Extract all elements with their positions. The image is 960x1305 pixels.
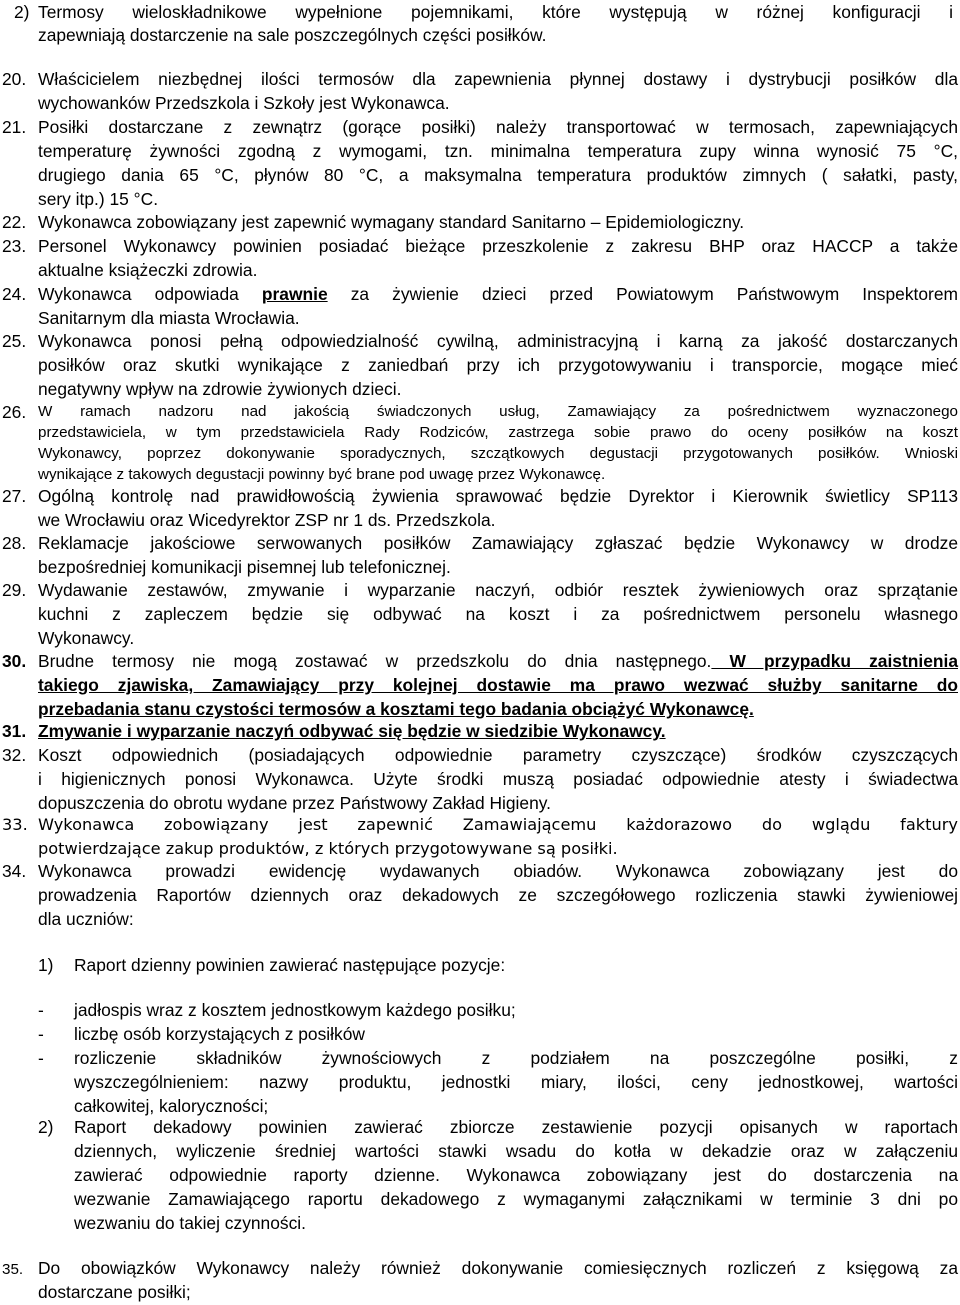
text-line: Wykonawcy, poprzez dokonywanie sporadycznych, szczątkowych degustacji przygotowanych posiłków. Wnioski xyxy=(38,445,958,462)
text-line: W ramach nadzoru nad jakością świadczonych usług, Zamawiający za pośrednictwem wyznaczonego xyxy=(38,403,958,420)
item-number: 29. xyxy=(2,580,27,600)
text-line: rozliczenie składników żywnościowych z podziałem na poszczególne posiłki, z xyxy=(74,1048,958,1068)
text-line: Termosy wieloskładnikowe wypełnione pojemnikami, które występują w różnej konfiguracji i xyxy=(38,2,953,22)
text-line: bezpośredniej komunikacji pisemnej lub telefonicznej. xyxy=(38,557,451,577)
text-line: wynikające z takowych degustacji powinny być brane pod uwagę przez Wykonawcę. xyxy=(38,466,606,483)
text-line: Raport dzienny powinien zawierać następujące pozycje: xyxy=(74,955,506,975)
item-number: 22. xyxy=(2,212,27,232)
item-number: 31. xyxy=(2,721,27,741)
text-line: Koszt odpowiednich (posiadających odpowiednie parametry czyszczące) środków czyszczących xyxy=(38,745,958,765)
bullet-dash: - xyxy=(38,1000,44,1020)
text-line: temperaturę żywności zgodną z wymogami, tzn. minimalna temperatura zupy winna wynosić 75 °C, xyxy=(38,141,958,161)
text-line: Posiłki dostarczane z zewnątrz (gorące posiłki) należy transportować w termosach, zapewniających xyxy=(38,117,958,137)
text-segment: za żywienie dzieci przed Powiatowym Państwowym Inspektorem xyxy=(327,284,958,304)
item-number: 24. xyxy=(2,284,27,304)
text-line: jadłospis wraz z kosztem jednostkowym każdego posiłku; xyxy=(74,1000,516,1020)
item-number: 30. xyxy=(2,651,27,671)
item-number: 27. xyxy=(2,486,27,506)
text-line: zawierać odpowiednie raporty dzienne. Wykonawca zobowiązany jest do dostarczenia na xyxy=(74,1165,958,1185)
item-number: 2) xyxy=(38,1117,54,1137)
text-line: liczbę osób korzystających z posiłków xyxy=(74,1024,365,1044)
bullet-dash: - xyxy=(38,1024,44,1044)
text-segment: Brudne termosy nie mogą zostawać w przedszkolu do dnia następnego. xyxy=(38,651,712,671)
text-line: drugiego dania 65 °C, płynów 80 °C, a maksymalna temperatura produktów zimnych ( sałatki, pasty, xyxy=(38,165,958,185)
bullet-dash: - xyxy=(38,1048,44,1068)
emphasis-text: W przypadku zaistnienia xyxy=(711,651,959,671)
item-number: 35. xyxy=(2,1261,24,1278)
item-number: 32. xyxy=(2,745,27,765)
text-line: i higienicznych ponosi Wykonawca. Użyte środki muszą posiadać odpowiednie atesty i świadectwa xyxy=(38,769,958,789)
text-line: kuchni z zapleczem będzie się odbywać na koszt i za pośrednictwem personelu własnego xyxy=(38,604,958,624)
text-line: Ogólną kontrolę nad prawidłowością żywienia sprawować będzie Dyrektor i Kierownik świetlicy SP113 xyxy=(38,486,958,506)
text-line: posiłków oraz skutki wynikające z zaniedbań przy ich przygotowywaniu i transporcie, mogące mieć xyxy=(38,355,958,375)
item-number: 1) xyxy=(38,955,54,975)
item-number: 20. xyxy=(2,69,27,89)
text-segment: Wykonawca odpowiada xyxy=(38,284,262,304)
text-line: we Wrocławiu oraz Wicedyrektor ZSP nr 1 ds. Przedszkola. xyxy=(38,510,496,530)
text-line: Wykonawca zobowiązany jest zapewnić Zamawiającemu każdorazowo do wglądu faktury xyxy=(38,815,958,834)
text-line: przebadania stanu czystości termosów a kosztami tego badania obciążyć Wykonawcę. xyxy=(38,699,754,719)
text-line xyxy=(38,649,958,673)
text-line: aktualne książeczki zdrowia. xyxy=(38,260,258,280)
text-line: dopuszczenia do obrotu wydane przez Państwowy Zakład Higieny. xyxy=(38,793,551,813)
text-line: Wydawanie zestawów, zmywanie i wyparzanie naczyń, odbiór resztek żywieniowych oraz sprzątanie xyxy=(38,580,958,600)
text-line: Wykonawca ponosi pełną odpowiedzialność cywilną, administracyjną i karną za jakość dostarczanych xyxy=(38,331,958,351)
text-line: prowadzenia Raportów dziennych oraz dekadowych ze szczegółowego rozliczenia stawki żywieniowej xyxy=(38,885,958,905)
text-line: Reklamacje jakościowe serwowanych posiłków Zamawiający zgłaszać będzie Wykonawcy w drodze xyxy=(38,533,958,553)
emphasis-word: prawnie xyxy=(261,284,328,304)
text-line: Zmywanie i wyparzanie naczyń odbywać się będzie w siedzibie Wykonawcy. xyxy=(38,721,666,741)
text-line: wezwanie Zamawiającego raportu dekadowego z wymaganymi załącznikami w terminie 3 dni po xyxy=(74,1189,958,1209)
text-line: Wykonawca prowadzi ewidencję wydawanych obiadów. Wykonawca zobowiązany jest do xyxy=(38,861,958,881)
text-line: Raport dekadowy powinien zawierać zbiorcze zestawienie pozycji opisanych w raportach xyxy=(74,1117,958,1137)
text-line: Właścicielem niezbędnej ilości termosów dla zapewnienia płynnej dostawy i dystrybucji posiłków dla xyxy=(38,69,958,89)
text-line: wychowanków Przedszkola i Szkoły jest Wykonawca. xyxy=(38,93,450,113)
text-line: wyszczególnieniem: nazwy produktu, jednostki miary, ilości, ceny jednostkowej, wartości xyxy=(74,1072,958,1092)
text-line: negatywny wpływ na zdrowie żywionych dzieci. xyxy=(38,379,402,399)
text-line: dla uczniów: xyxy=(38,909,134,929)
text-line: dziennych, wyliczenie średniej wartości stawki wsadu do kotła w dekadzie oraz w załączeniu xyxy=(74,1141,958,1161)
text-line: zapewniają dostarczenie na sale poszczególnych części posiłków. xyxy=(38,25,547,45)
item-number: 25. xyxy=(2,331,27,351)
item-number: 21. xyxy=(2,117,27,137)
text-line: Wykonawca zobowiązany jest zapewnić wymagany standard Sanitarno – Epidemiologiczny. xyxy=(38,212,745,232)
text-line: Personel Wykonawcy powinien posiadać bieżące przeszkolenie z zakresu BHP oraz HACCP a także xyxy=(38,236,958,256)
text-line: całkowitej, kaloryczności; xyxy=(74,1096,269,1116)
text-line: dostarczane posiłki; xyxy=(38,1282,191,1302)
text-line: Sanitarnym dla miasta Wrocławia. xyxy=(38,308,300,328)
item-number: 34. xyxy=(2,861,27,881)
text-line xyxy=(38,282,958,306)
item-number: 26. xyxy=(2,402,27,422)
text-line: takiego zjawiska, Zamawiający przy kolejnej dostawie ma prawo wezwać służby sanitarne do xyxy=(38,675,958,695)
item-number: 2) xyxy=(14,2,30,22)
text-line: Wykonawcy. xyxy=(38,628,135,648)
text-line: Do obowiązków Wykonawcy należy również dokonywanie comiesięcznych rozliczeń z księgową za xyxy=(38,1258,958,1278)
text-line: sery itp.) 15 °C. xyxy=(38,189,159,209)
item-number: 23. xyxy=(2,236,27,256)
text-line: potwierdzające zakup produktów, z których przygotowywane są posiłki. xyxy=(38,839,618,858)
item-number: 33. xyxy=(2,815,28,834)
text-line: wezwaniu do takiej czynności. xyxy=(74,1213,306,1233)
item-number: 28. xyxy=(2,533,27,553)
text-line: przedstawiciela, w tym przedstawiciela Rady Rodziców, zastrzega sobie prawo do oceny posiłków na koszt xyxy=(38,424,958,441)
